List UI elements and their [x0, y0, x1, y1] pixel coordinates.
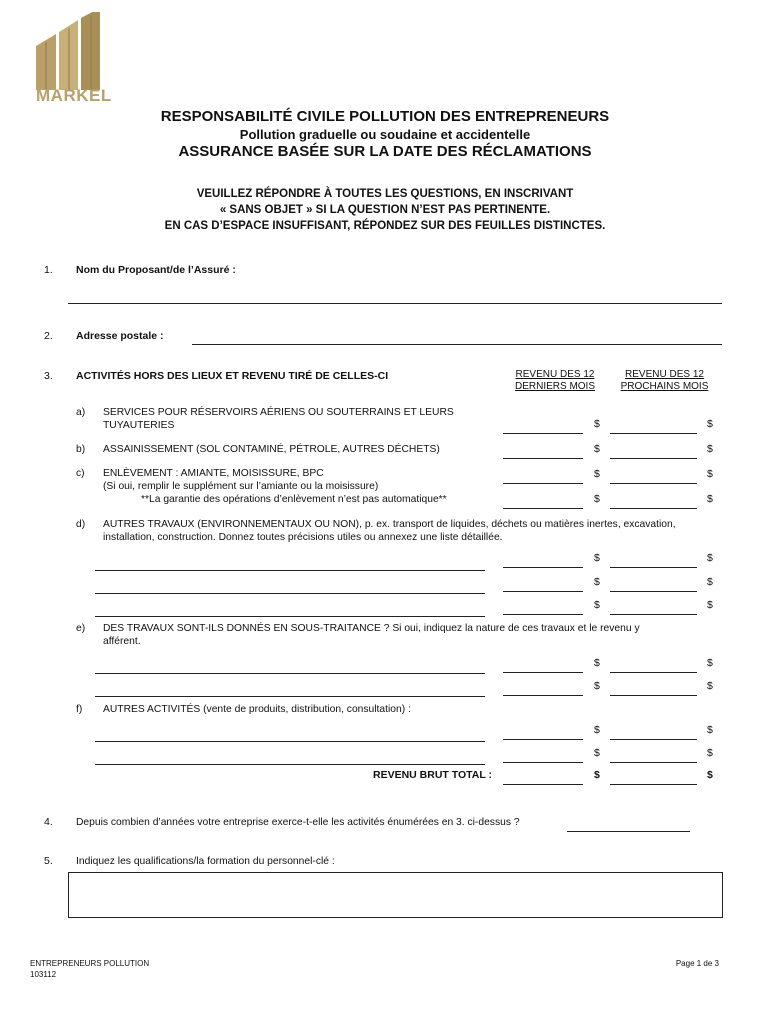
item-d-line1: AUTRES TRAVAUX (ENVIRONNEMENTAUX OU NON), p. ex. transport de liquides, déchets ou matières inertes, excavation, [103, 519, 676, 530]
currency-symbol: $ [707, 769, 713, 781]
amount-next-12-c1[interactable] [610, 483, 697, 484]
form-subtitle: Pollution graduelle ou soudaine et accidentelle [239, 127, 531, 142]
currency-symbol: $ [707, 680, 713, 692]
q3-label: ACTIVITÉS HORS DES LIEUX ET REVENU TIRÉ DE CELLES-CI [76, 370, 389, 382]
currency-symbol: $ [707, 443, 713, 455]
footer-form-id [30, 958, 149, 980]
col-header-next-12 [612, 369, 717, 393]
amount-last-12-e1[interactable] [503, 672, 583, 673]
item-c-line3: **La garantie des opérations d’enlèvement n’est pas automatique** [141, 494, 447, 505]
item-c-line1: ENLÈVEMENT : AMIANTE, MOISISSURE, BPC [103, 468, 324, 479]
instructions-line-2: « SANS OBJET » SI LA QUESTION N’EST PAS PERTINENTE. [219, 204, 551, 216]
currency-symbol: $ [594, 680, 600, 692]
currency-symbol: $ [594, 552, 600, 564]
amount-last-12-c2[interactable] [503, 508, 583, 509]
form-title: RESPONSABILITÉ CIVILE POLLUTION DES ENTREPRENEURS [160, 108, 610, 125]
amount-last-12-d3[interactable] [503, 614, 583, 615]
amount-last-12-a[interactable] [503, 433, 583, 434]
amount-last-12-b[interactable] [503, 458, 583, 459]
currency-symbol: $ [594, 576, 600, 588]
logo-text: MARKEL [36, 86, 112, 105]
currency-symbol: $ [707, 418, 713, 430]
q1-label: Nom du Proposant/de l’Assuré : [76, 264, 236, 276]
q1-number: 1. [44, 264, 53, 276]
amount-next-12-d1[interactable] [610, 567, 697, 568]
currency-symbol: $ [707, 747, 713, 759]
amount-last-12-e2[interactable] [503, 695, 583, 696]
currency-symbol: $ [707, 552, 713, 564]
amount-last-12-c1[interactable] [503, 483, 583, 484]
q3-number: 3. [44, 370, 53, 382]
footer-page-number: Page 1 de 3 [675, 959, 719, 968]
currency-symbol: $ [594, 493, 600, 505]
item-f-description-1[interactable] [95, 741, 485, 742]
currency-symbol: $ [594, 599, 600, 611]
item-e-text [103, 622, 723, 648]
currency-symbol: $ [707, 468, 713, 480]
amount-next-12-b[interactable] [610, 458, 697, 459]
total-label: REVENU BRUT TOTAL : [372, 769, 492, 781]
amount-next-12-a[interactable] [610, 433, 697, 434]
col-header-last-12-line1: REVENU DES 12 [515, 369, 595, 380]
item-b-text: ASSAINISSEMENT (SOL CONTAMINÉ, PÉTROLE, AUTRES DÉCHETS) [103, 444, 440, 455]
item-a-text [103, 406, 454, 432]
item-a-line2: TUYAUTERIES [103, 420, 175, 431]
item-f-description-2[interactable] [95, 764, 485, 765]
amount-next-12-e1[interactable] [610, 672, 697, 673]
amount-next-12-f2[interactable] [610, 762, 697, 763]
instructions-line-1: VEUILLEZ RÉPONDRE À TOUTES LES QUESTIONS, EN INSCRIVANT [196, 188, 574, 200]
amount-next-12-d2[interactable] [610, 591, 697, 592]
currency-symbol: $ [707, 657, 713, 669]
item-d-letter: d) [76, 519, 86, 530]
amount-last-12-total[interactable] [503, 784, 583, 785]
q5-number: 5. [44, 855, 53, 867]
q5-qualifications-box[interactable] [68, 872, 723, 918]
item-e-letter: e) [76, 623, 86, 634]
item-a-letter: a) [76, 407, 86, 418]
amount-next-12-c2[interactable] [610, 508, 697, 509]
q5-label: Indiquez les qualifications/la formation du personnel-clé : [76, 856, 335, 867]
currency-symbol: $ [594, 769, 600, 781]
col-header-next-12-line1: REVENU DES 12 [625, 369, 704, 380]
q2-label: Adresse postale : [76, 330, 164, 342]
q4-label: Depuis combien d’années votre entreprise exerce-t-elle les activités énumérées en 3. ci-dessus ? [76, 817, 520, 828]
instructions-line-3: EN CAS D’ESPACE INSUFFISANT, RÉPONDEZ SUR DES FEUILLES DISTINCTES. [164, 220, 606, 232]
form-basis: ASSURANCE BASÉE SUR LA DATE DES RÉCLAMATIONS [178, 143, 592, 160]
item-c-letter: c) [76, 468, 85, 479]
footer-form-name: ENTREPRENEURS POLLUTION [30, 959, 150, 968]
amount-last-12-d1[interactable] [503, 567, 583, 568]
amount-last-12-d2[interactable] [503, 591, 583, 592]
item-d-text [103, 518, 723, 544]
item-e-description-2[interactable] [95, 696, 485, 697]
item-c-text [103, 467, 447, 506]
amount-last-12-f1[interactable] [503, 739, 583, 740]
footer-form-code: 103112 [30, 970, 57, 979]
item-f-letter: f) [76, 704, 83, 715]
col-header-last-12-line2: DERNIERS MOIS [514, 381, 595, 392]
item-d-description-1[interactable] [95, 570, 485, 571]
amount-last-12-f2[interactable] [503, 762, 583, 763]
item-b-letter: b) [76, 444, 86, 455]
item-f-text: AUTRES ACTIVITÉS (vente de produits, distribution, consultation) : [103, 704, 411, 715]
item-e-line2: afférent. [103, 636, 141, 647]
q4-number: 4. [44, 816, 53, 828]
item-d-description-2[interactable] [95, 593, 485, 594]
currency-symbol: $ [594, 443, 600, 455]
currency-symbol: $ [707, 576, 713, 588]
currency-symbol: $ [594, 418, 600, 430]
item-a-line1: SERVICES POUR RÉSERVOIRS AÉRIENS OU SOUTERRAINS ET LEURS [103, 407, 454, 418]
amount-next-12-d3[interactable] [610, 614, 697, 615]
currency-symbol: $ [594, 724, 600, 736]
currency-symbol: $ [594, 657, 600, 669]
instructions [0, 186, 770, 234]
amount-next-12-total[interactable] [610, 784, 697, 785]
q2-address-field[interactable] [192, 344, 722, 345]
item-e-line1: DES TRAVAUX SONT-ILS DONNÉS EN SOUS-TRAITANCE ? Si oui, indiquez la nature de ces travaux et le revenu y [103, 623, 640, 634]
item-d-line2: installation, construction. Donnez toutes précisions utiles ou annexez une liste détaillée. [103, 532, 503, 543]
q4-years-field[interactable] [567, 831, 690, 832]
col-header-last-12 [505, 369, 605, 393]
currency-symbol: $ [594, 747, 600, 759]
item-d-description-3[interactable] [95, 616, 485, 617]
item-e-description-1[interactable] [95, 673, 485, 674]
currency-symbol: $ [707, 724, 713, 736]
currency-symbol: $ [594, 468, 600, 480]
item-c-line2: (Si oui, remplir le supplément sur l’amiante ou la moisissure) [103, 481, 379, 492]
q1-name-field[interactable] [68, 303, 722, 304]
q2-number: 2. [44, 330, 53, 342]
amount-next-12-e2[interactable] [610, 695, 697, 696]
amount-next-12-f1[interactable] [610, 739, 697, 740]
currency-symbol: $ [707, 599, 713, 611]
currency-symbol: $ [707, 493, 713, 505]
col-header-next-12-line2: PROCHAINS MOIS [620, 381, 709, 392]
